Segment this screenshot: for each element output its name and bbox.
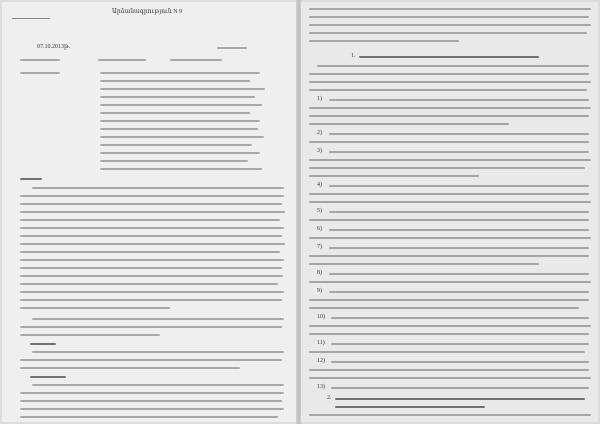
text-line: [100, 112, 250, 114]
text-line: [20, 227, 284, 229]
text-line: [309, 351, 585, 353]
text-line: [20, 299, 282, 301]
text-line: [20, 203, 282, 205]
text-line: [309, 193, 589, 195]
text-line: [309, 24, 591, 26]
text-line: [32, 351, 284, 353]
text-line: [309, 201, 591, 203]
text-line: [100, 152, 260, 154]
text-line: [309, 167, 585, 169]
text-line: [20, 334, 160, 336]
text-line: [309, 175, 479, 177]
subheading: [30, 343, 56, 345]
text-line: [20, 251, 280, 253]
text-line: [20, 72, 60, 74]
text-line: [20, 243, 285, 245]
text-line: [331, 387, 589, 389]
paragraph-number: 12): [317, 358, 325, 364]
text-line: [100, 120, 260, 122]
text-line: [20, 259, 284, 261]
item-heading: [335, 406, 485, 408]
text-line: [329, 151, 589, 153]
text-line: [309, 81, 591, 83]
text-line: [100, 128, 258, 130]
text-line: [309, 263, 539, 265]
text-line: [100, 168, 262, 170]
paragraph-number: 8): [317, 270, 322, 276]
item-heading: [335, 398, 585, 400]
text-line: [20, 195, 284, 197]
text-line: [309, 237, 591, 239]
text-line: [100, 72, 260, 74]
text-line: [20, 400, 282, 402]
text-line: [20, 267, 282, 269]
text-line: [309, 281, 591, 283]
text-line: [20, 275, 283, 277]
subheading: [30, 376, 66, 378]
text-line: [100, 96, 255, 98]
text-line: [309, 123, 509, 125]
text-line: [329, 291, 589, 293]
text-line: [20, 59, 60, 61]
text-line: [32, 187, 284, 189]
text-line: [329, 229, 589, 231]
paragraph-number: 9): [317, 288, 322, 294]
text-line: [98, 59, 146, 61]
text-line: [100, 80, 250, 82]
text-line: [309, 307, 579, 309]
text-line: [20, 235, 282, 237]
protocol-header: Արձանագրություն N 9: [112, 9, 183, 15]
paragraph-number: 3): [317, 148, 322, 154]
text-line: [100, 104, 262, 106]
text-line: [309, 299, 589, 301]
text-line: [309, 414, 591, 416]
protocol-date: 07.10.2013թ.: [37, 44, 71, 50]
paragraph-number: 2): [317, 130, 322, 136]
paragraph-number: 5): [317, 208, 322, 214]
paragraph-number: 6): [317, 226, 322, 232]
text-line: [32, 384, 284, 386]
text-line: [309, 8, 591, 10]
text-line: [100, 160, 248, 162]
item-number: 2.: [327, 395, 332, 401]
text-line: [309, 107, 591, 109]
text-line: [309, 333, 589, 335]
text-line: [309, 219, 589, 221]
paragraph-number: 10): [317, 314, 325, 320]
text-line: [20, 359, 282, 361]
text-line: [309, 89, 587, 91]
text-line: [100, 144, 252, 146]
text-line: [170, 59, 222, 61]
text-line: [100, 136, 264, 138]
text-line: [309, 115, 589, 117]
text-line: [20, 211, 285, 213]
text-line: [331, 317, 589, 319]
text-line: [329, 185, 589, 187]
top-left-rule: [12, 18, 50, 19]
text-line: [329, 211, 589, 213]
paragraph-number: 4): [317, 182, 322, 188]
text-line: [20, 326, 282, 328]
text-line: [20, 367, 240, 369]
text-line: [309, 40, 459, 42]
text-line: [20, 307, 170, 309]
text-line: [309, 141, 589, 143]
text-line: [317, 65, 589, 67]
text-line: [309, 325, 591, 327]
right-page: [301, 2, 598, 422]
text-line: [329, 273, 589, 275]
text-line: [20, 416, 278, 418]
left-page: [2, 2, 297, 422]
text-line: [309, 159, 591, 161]
text-line: [309, 73, 589, 75]
text-line: [309, 16, 589, 18]
text-line: [20, 408, 284, 410]
text-line: [217, 47, 247, 49]
text-line: [309, 377, 591, 379]
text-line: [309, 369, 589, 371]
text-line: [100, 88, 265, 90]
text-line: [329, 133, 589, 135]
item-number: 1.: [351, 53, 356, 59]
text-line: [329, 247, 589, 249]
text-line: [20, 283, 278, 285]
section-label: [20, 178, 42, 180]
item-heading: [359, 56, 539, 58]
text-line: [20, 392, 284, 394]
text-line: [331, 343, 589, 345]
paragraph-number: 13): [317, 384, 325, 390]
text-line: [309, 255, 589, 257]
paragraph-number: 1): [317, 96, 322, 102]
paragraph-number: 7): [317, 244, 322, 250]
paragraph-number: 11): [317, 340, 325, 346]
text-line: [309, 32, 587, 34]
text-line: [32, 318, 284, 320]
text-line: [331, 361, 589, 363]
text-line: [329, 99, 589, 101]
text-line: [20, 219, 280, 221]
text-line: [20, 291, 284, 293]
